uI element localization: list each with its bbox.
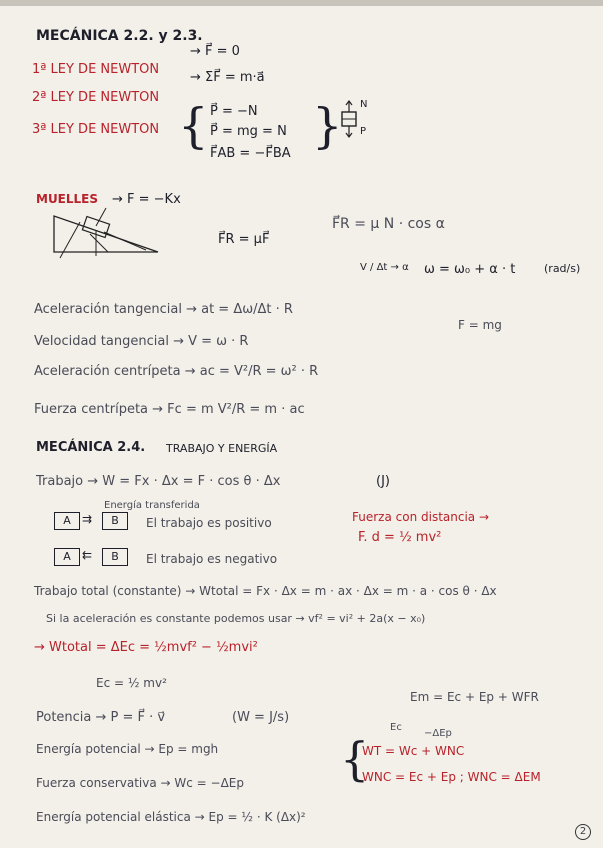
friction-formula-2: F⃗R = μ N · cos α bbox=[332, 216, 445, 232]
total-work-energy: → Wtotal = ΔEc = ½mvf² − ½mvi² bbox=[34, 640, 258, 655]
tangential-acceleration: Aceleración tangencial → at = Δω/Δt · R bbox=[34, 302, 293, 317]
work-negative-text: El trabajo es negativo bbox=[146, 552, 278, 566]
omega-unit: (rad/s) bbox=[544, 262, 581, 275]
section2-title: MECÁNICA 2.4. bbox=[36, 440, 146, 455]
centripetal-force: Fuerza centrípeta → Fc = m V²/R = m · ac bbox=[34, 402, 305, 417]
incline-diagram bbox=[50, 200, 170, 278]
right-brace: } bbox=[312, 98, 343, 154]
force-distance-equation: F. d = ½ mv² bbox=[358, 530, 442, 545]
mechanical-energy: Em = Ec + Ep + WFR bbox=[410, 690, 539, 704]
box-b-negative: B bbox=[102, 548, 128, 566]
kinetic-energy: Ec = ½ mv² bbox=[96, 676, 167, 690]
left-brace: { bbox=[178, 98, 209, 154]
box-a-positive: A bbox=[54, 512, 80, 530]
newton-second-label: 2ª LEY DE NEWTON bbox=[32, 90, 160, 105]
box-b-positive: B bbox=[102, 512, 128, 530]
force-distance-label: Fuerza con distancia → bbox=[352, 510, 490, 524]
centripetal-acceleration: Aceleración centrípeta → ac = V²/R = ω² · R bbox=[34, 364, 319, 379]
small-ec-label: Ec bbox=[390, 722, 402, 733]
page-title: MECÁNICA 2.2. y 2.3. bbox=[36, 28, 203, 44]
diagram-label-p: P bbox=[360, 126, 367, 137]
newton-third-label: 3ª LEY DE NEWTON bbox=[32, 122, 160, 137]
section2-subtitle: TRABAJO Y ENERGÍA bbox=[166, 442, 278, 455]
friction-formula-1: F⃗R = μF⃗ bbox=[218, 232, 270, 247]
constant-acceleration: Si la aceleración es constante podemos usar → vf² = vi² + 2a(x − x₀) bbox=[46, 612, 426, 625]
springs-formula: → F = −Kx bbox=[112, 192, 181, 207]
box-a-negative: A bbox=[54, 548, 80, 566]
work-formula: Trabajo → W = Fx · Δx = F · cos θ · Δx bbox=[36, 474, 281, 489]
power-unit: (W = J/s) bbox=[232, 710, 290, 725]
inclined-plane-icon bbox=[50, 200, 170, 274]
work-positive-text: El trabajo es positivo bbox=[146, 516, 272, 530]
weight-formula: F = mg bbox=[458, 318, 502, 332]
newton-third-formula-3: F⃗AB = −F⃗BA bbox=[210, 146, 291, 161]
newton-first-label: 1ª LEY DE NEWTON bbox=[32, 62, 160, 77]
page-number: 2 bbox=[575, 824, 591, 840]
total-work: Trabajo total (constante) → Wtotal = Fx · Δx = m · ax · Δx = m · a · cos θ · Δx bbox=[34, 584, 497, 598]
newton-second-formula: → ΣF⃗ = m·a⃗ bbox=[190, 70, 265, 85]
energy-brace: { bbox=[340, 732, 370, 786]
arrow-transfer-right-icon: ⇉ bbox=[82, 512, 93, 526]
newton-third-formula-2: P⃗ = mg = N bbox=[210, 124, 287, 139]
omega-ratio: V / Δt → α bbox=[360, 262, 409, 273]
newton-third-formula-1: P⃗ = −N bbox=[210, 104, 258, 119]
tangential-velocity: Velocidad tangencial → V = ω · R bbox=[34, 334, 249, 349]
diagram-label-n: N bbox=[360, 99, 368, 110]
conservative-force: Fuerza conservativa → Wc = −ΔEp bbox=[36, 776, 244, 790]
power-formula: Potencia → P = F⃗ · v⃗ bbox=[36, 710, 166, 725]
page-top-edge bbox=[0, 0, 603, 6]
energy-transfer-note: Energía transferida bbox=[104, 500, 200, 511]
small-delta-ep-label: −ΔEp bbox=[424, 728, 452, 739]
total-work-sum: WT = Wc + WNC bbox=[362, 744, 465, 758]
arrow-transfer-left-icon: ⇇ bbox=[82, 548, 93, 562]
potential-energy: Energía potencial → Ep = mgh bbox=[36, 742, 219, 756]
springs-label: MUELLES bbox=[36, 192, 99, 206]
newton-first-formula: → F⃗ = 0 bbox=[190, 44, 240, 59]
elastic-potential-energy: Energía potencial elástica → Ep = ½ · K (Δx)² bbox=[36, 810, 306, 824]
omega-equation: ω = ω₀ + α · t bbox=[424, 262, 516, 277]
nonconservative-work: WNC = Ec + Ep ; WNC = ΔEM bbox=[362, 770, 541, 784]
work-unit: (J) bbox=[376, 474, 390, 489]
